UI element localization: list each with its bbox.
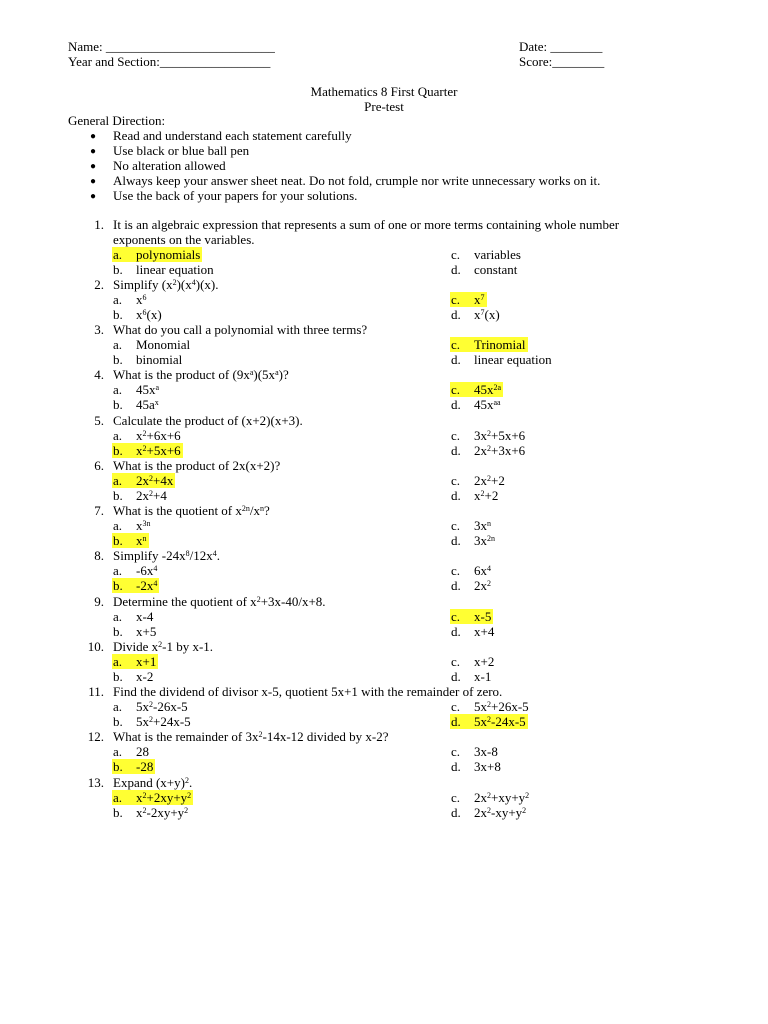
option-letter: d. [451,262,461,277]
answer-option-highlighted [113,533,149,548]
option-letter: d. [451,533,461,548]
question-text: Expand $(x+y)^2$. [113,775,193,790]
question-text: What is the remainder of $3x^2-14x-12$ divided by x-2? [113,729,389,744]
option-letter: b. [113,307,123,322]
option-letter: c. [451,654,461,669]
option-text: x-5 [474,609,492,624]
option-letter: c. [451,473,461,488]
option-letter: d. [451,759,461,774]
question-number: 5. [94,413,104,428]
document-subtitle: Pre-test [364,99,404,114]
answer-option [451,473,505,488]
option-letter: a. [113,609,123,624]
option-text: $45x^{aa}$ [474,397,501,412]
option-text: $x^7(x)$ [474,307,500,322]
option-letter: d. [451,307,461,322]
option-text: $x^2-2xy+y^2$ [136,805,189,820]
bullet-icon: ● [90,131,97,142]
question-text: Simplify $-24x^8/12x^4$. [113,548,220,563]
answer-option [451,443,525,458]
option-text: -28 [136,759,154,774]
score-field-label: Score:________ [519,54,605,69]
option-letter: d. [451,443,461,458]
option-text: x-2 [136,669,154,684]
answer-option-highlighted [451,382,503,397]
question-text: What is the product of $(9x^a)(5x^a)$? [113,367,289,382]
option-letter: c. [451,247,461,262]
option-letter: c. [451,609,461,624]
option-letter: c. [451,563,461,578]
answer-option [451,805,526,820]
answer-option [451,518,491,533]
option-text: x-1 [474,669,492,684]
answer-option [113,805,188,820]
answer-option-highlighted [113,247,202,262]
answer-option [113,563,157,578]
direction-item: No alteration allowed [113,158,226,173]
answer-option [113,262,214,277]
option-text: x-4 [136,609,154,624]
question-number: 6. [94,458,104,473]
option-letter: b. [113,488,123,503]
option-text: $x^{3n}$ [136,518,151,533]
option-text: $45a^x$ [136,397,159,412]
answer-option [451,578,491,593]
option-text: $5x^2-26x-5$ [136,699,188,714]
answer-option-highlighted [451,609,493,624]
question-number: 13. [87,775,104,790]
answer-option [451,397,501,412]
bullet-icon: ● [90,161,97,172]
option-letter: d. [451,624,461,639]
answer-option-highlighted [113,790,193,805]
option-letter: d. [451,669,461,684]
option-text: $3x^{2n}$ [474,533,495,548]
option-text: x+4 [474,624,495,639]
option-text: $6x^4$ [474,563,491,578]
question-number: 1. [94,217,104,232]
answer-option [113,428,181,443]
question-number: 11. [88,684,104,699]
question-number: 7. [94,503,104,518]
option-text: $-6x^4$ [136,563,158,578]
option-text: $3x^n$ [474,518,491,533]
option-letter: a. [113,382,123,397]
option-letter: a. [113,292,123,307]
option-text: $x^7$ [474,292,485,307]
option-text: $45x^a$ [136,382,160,397]
answer-option [451,352,552,367]
answer-option [113,699,188,714]
option-text: $2x^2+xy+y^2$ [474,790,530,805]
question-text: It is an algebraic expression that represents a sum of one or more terms containing whole number [113,217,620,232]
option-text: $5x^2+24x-5$ [136,714,191,729]
question-text: What do you call a polynomial with three terms? [113,322,368,337]
answer-option [451,654,494,669]
bullet-icon: ● [90,146,97,157]
question-number: 3. [94,322,104,337]
question-number: 4. [94,367,104,382]
option-text: $-2x^4$ [136,578,158,593]
option-letter: d. [451,397,461,412]
option-letter: a. [113,337,123,352]
option-text: $45x^{2a}$ [474,382,502,397]
option-letter: b. [113,443,123,458]
answer-option [113,337,190,352]
option-letter: d. [451,352,461,367]
option-text: $x^n$ [136,533,147,548]
option-letter: a. [113,654,123,669]
option-text: linear equation [136,262,214,277]
answer-option [451,563,491,578]
option-letter: c. [451,382,461,397]
option-text: x+2 [474,654,495,669]
option-text: $3x^2+5x+6$ [474,428,526,443]
question-number: 8. [94,548,104,563]
answer-option-highlighted [451,714,528,729]
option-letter: b. [113,578,123,593]
option-text: $x^2+2$ [474,488,499,503]
option-text: Trinomial [474,337,526,352]
answer-option [113,714,191,729]
answer-option [113,488,167,503]
answer-option [113,382,159,397]
option-text: variables [474,247,521,262]
answer-option [113,307,162,322]
answer-option-highlighted [113,443,183,458]
option-letter: b. [113,397,123,412]
year-section-field-label: Year and Section:_________________ [68,54,271,69]
document-title: Mathematics 8 First Quarter [310,84,458,99]
answer-option-highlighted [113,473,175,488]
option-text: $2x^2$ [474,578,491,593]
answer-option-highlighted [113,578,159,593]
question-number: 10. [87,639,104,654]
answer-option [113,352,182,367]
option-letter: c. [451,428,461,443]
bullet-icon: ● [90,176,97,187]
option-text: $2x^2+4$ [136,488,167,503]
answer-option [113,624,156,639]
direction-item: Always keep your answer sheet neat. Do not fold, crumple nor write unnecessary works on it. [113,173,601,188]
option-letter: d. [451,714,461,729]
question-text: Determine the quotient of $x^2+3x-40/x+8$. [113,594,326,609]
question-text: What is the quotient of $x^{2n}/x^n$? [113,503,270,518]
answer-option [451,744,498,759]
option-text: $2x^2+4x$ [136,473,174,488]
answer-option-highlighted [451,337,528,352]
question-text: Divide $x^2-1$ by x-1. [113,639,214,654]
answer-option [451,488,498,503]
option-letter: a. [113,563,123,578]
bullet-icon: ● [90,191,97,202]
option-text: 3x-8 [474,744,498,759]
answer-option-highlighted [113,654,158,669]
option-letter: a. [113,247,123,262]
option-letter: b. [113,533,123,548]
option-letter: b. [113,805,123,820]
option-letter: b. [113,669,123,684]
answer-option [451,624,494,639]
answer-option [451,247,521,262]
option-letter: c. [451,518,461,533]
question-text: Simplify $(x^2)(x^4)(x)$. [113,277,219,292]
answer-option [113,518,151,533]
answer-option [113,609,153,624]
question-number: 9. [94,594,104,609]
name-field-label: Name: __________________________ [68,39,275,54]
question-text: Find the dividend of divisor x-5, quotient 5x+1 with the remainder of zero. [113,684,503,699]
question-text: What is the product of 2x(x+2)? [113,458,281,473]
option-text: constant [474,262,518,277]
option-text: linear equation [474,352,552,367]
option-letter: a. [113,518,123,533]
option-letter: c. [451,292,461,307]
option-letter: d. [451,488,461,503]
answer-option [451,759,501,774]
question-text: Calculate the product of (x+2)(x+3). [113,413,303,428]
option-letter: c. [451,699,461,714]
answer-option [451,533,495,548]
option-text: $x^2+6x+6$ [136,428,181,443]
option-text: $2x^2+2$ [474,473,505,488]
answer-option [113,744,149,759]
option-letter: b. [113,759,123,774]
answer-option [451,699,529,714]
option-text: polynomials [136,247,201,262]
option-letter: c. [451,790,461,805]
answer-option [113,669,153,684]
option-letter: b. [113,714,123,729]
direction-item: Use black or blue ball pen [113,143,250,158]
answer-option [113,397,159,412]
option-text: $2x^2-xy+y^2$ [474,805,527,820]
answer-option [451,790,529,805]
option-letter: d. [451,805,461,820]
option-letter: d. [451,578,461,593]
option-letter: a. [113,699,123,714]
option-letter: b. [113,624,123,639]
direction-item: Use the back of your papers for your solutions. [113,188,358,203]
direction-item: Read and understand each statement carefully [113,128,352,143]
answer-option [451,262,517,277]
question-number: 2. [94,277,104,292]
option-text: $x^6$ [136,292,147,307]
option-text: $x^2+2xy+y^2$ [136,790,192,805]
answer-option [113,292,147,307]
option-text: $5x^2+26x-5$ [474,699,529,714]
option-letter: a. [113,428,123,443]
option-letter: c. [451,337,461,352]
answer-option [451,428,525,443]
option-text: $x^2+5x+6$ [136,443,181,458]
option-text: binomial [136,352,183,367]
option-text: $5x^2-24x-5$ [474,714,526,729]
answer-option [451,669,491,684]
option-letter: c. [451,744,461,759]
date-field-label: Date: ________ [519,39,603,54]
answer-option-highlighted [113,759,155,774]
option-text: x+5 [136,624,157,639]
option-text: $x^6(x)$ [136,307,162,322]
option-text: $2x^2+3x+6$ [474,443,526,458]
question-text-continued: exponents on the variables. [113,232,255,247]
option-letter: b. [113,262,123,277]
option-letter: a. [113,473,123,488]
answer-option [451,307,500,322]
option-text: 3x+8 [474,759,501,774]
option-text: 28 [136,744,149,759]
option-text: Monomial [136,337,191,352]
option-letter: b. [113,352,123,367]
question-number: 12. [87,729,104,744]
option-text: x+1 [136,654,157,669]
option-letter: a. [113,790,123,805]
answer-option-highlighted [451,292,487,307]
directions-heading: General Direction: [68,113,166,128]
option-letter: a. [113,744,123,759]
